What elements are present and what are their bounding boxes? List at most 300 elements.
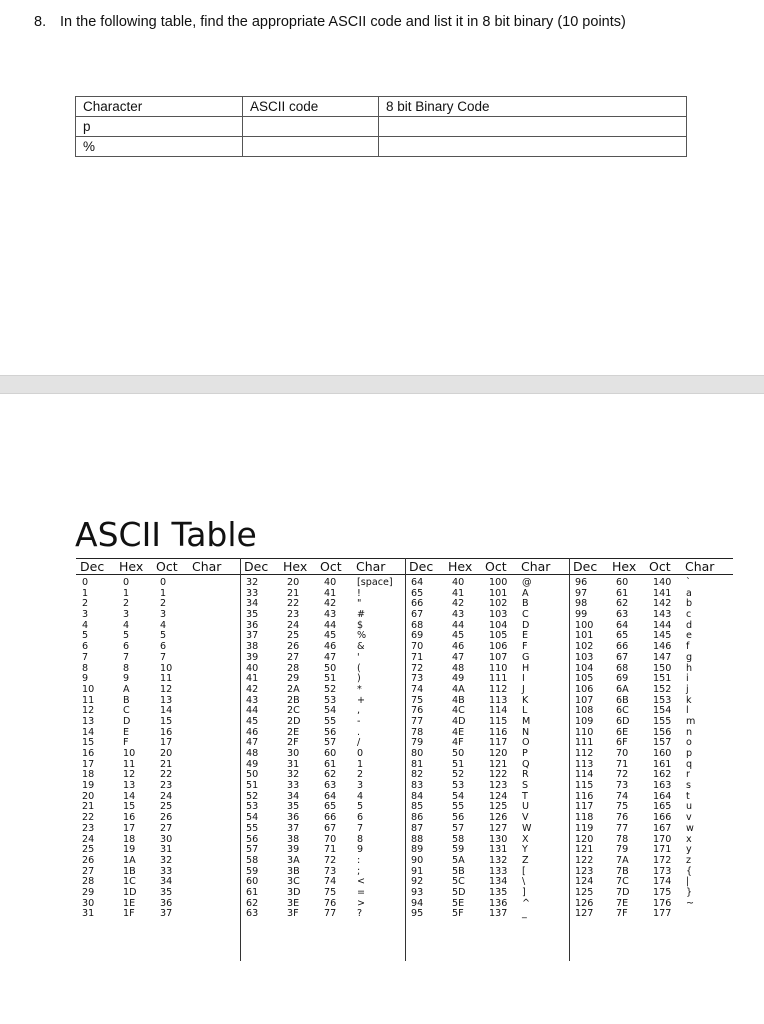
oct-column — [489, 578, 507, 920]
ascii-cell: 107 — [489, 651, 508, 663]
ascii-cell: 29 — [82, 886, 95, 898]
ascii-cell: 43 — [452, 609, 465, 621]
ascii-cell: 23 — [287, 609, 300, 621]
ascii-cell: 53 — [246, 801, 259, 813]
ascii-cell: 122 — [489, 769, 508, 781]
ascii-cell: 69 — [411, 630, 424, 642]
ascii-cell: 131 — [489, 844, 508, 856]
ascii-cell: 23 — [82, 822, 95, 834]
ascii-cell: 6 — [123, 641, 130, 653]
ascii-cell: 47 — [324, 651, 337, 663]
ascii-cell: 132 — [489, 854, 508, 866]
ascii-cell: 1D — [123, 886, 137, 898]
ascii-cell: 76 — [324, 897, 337, 909]
ascii-cell: 31 — [160, 844, 173, 856]
ascii-cell: 13 — [123, 780, 136, 792]
ascii-cell: 61 — [324, 758, 337, 770]
ascii-cell: 45 — [452, 630, 465, 642]
ascii-cell: & — [357, 641, 365, 653]
ascii-cell: 102 — [489, 598, 508, 610]
ascii-cell: J — [522, 683, 525, 695]
row-ascii-code-cell[interactable] — [243, 117, 379, 137]
ascii-cell: 6A — [616, 683, 629, 695]
ascii-cell: 4D — [452, 715, 466, 727]
ascii-cell: 38 — [287, 833, 300, 845]
ascii-cell: 2A — [287, 683, 300, 695]
ascii-cell: 30 — [287, 748, 300, 759]
ascii-cell: \ — [522, 876, 526, 888]
ascii-cell: 8 — [357, 833, 364, 845]
ascii-cell: k — [686, 694, 692, 706]
ascii-cell: h — [686, 662, 693, 674]
ascii-cell: 19 — [82, 780, 95, 792]
ascii-cell: 2F — [287, 737, 299, 749]
ascii-cell: 61 — [246, 886, 259, 898]
ascii-cell: C — [522, 609, 529, 621]
ascii-cell: 66 — [411, 598, 424, 610]
ascii-cell: 143 — [653, 609, 672, 621]
ascii-cell: 5C — [452, 876, 465, 888]
ascii-column-header: Oct — [320, 559, 342, 574]
ascii-cell: L — [522, 705, 528, 717]
answer-table — [75, 96, 687, 157]
oct-column — [653, 578, 671, 920]
ascii-column-header: Hex — [448, 559, 473, 574]
ascii-cell: _ — [522, 908, 527, 920]
ascii-cell: 3 — [123, 609, 130, 621]
ascii-cell: 6D — [616, 715, 630, 727]
ascii-cell: 83 — [411, 780, 424, 792]
ascii-cell: A — [522, 587, 529, 599]
ascii-cell: 1 — [160, 587, 167, 599]
ascii-cell: 70 — [411, 641, 424, 653]
row-binary-code-cell[interactable] — [379, 137, 687, 157]
ascii-cell: 34 — [160, 876, 173, 888]
ascii-cell: 144 — [653, 619, 672, 631]
oct-column — [324, 578, 336, 920]
ascii-cell: C — [123, 705, 130, 717]
ascii-cell: 84 — [411, 790, 424, 802]
ascii-cell: 40 — [324, 577, 337, 588]
ascii-cell: 3A — [287, 854, 300, 866]
ascii-cell: 52 — [452, 769, 465, 781]
ascii-cell: 100 — [575, 619, 594, 631]
ascii-cell: w — [686, 822, 694, 834]
ascii-cell: 33 — [160, 865, 173, 877]
ascii-cell: > — [357, 897, 366, 909]
ascii-cell: } — [686, 886, 693, 898]
ascii-cell: a — [686, 587, 692, 599]
ascii-cell: 66 — [324, 812, 337, 824]
ascii-cell: 36 — [246, 619, 259, 631]
ascii-cell: 50 — [246, 769, 259, 781]
ascii-cell: 112 — [489, 683, 508, 695]
ascii-cell: B — [522, 598, 529, 610]
ascii-column-header: Hex — [283, 559, 308, 574]
ascii-cell: 75 — [411, 694, 424, 706]
ascii-cell: 98 — [575, 598, 588, 610]
ascii-cell: | — [686, 876, 690, 888]
ascii-cell: 140 — [653, 577, 672, 588]
ascii-cell: 127 — [489, 822, 508, 834]
ascii-cell: 71 — [324, 844, 337, 856]
ascii-cell: 31 — [287, 758, 300, 770]
ascii-cell: 164 — [653, 790, 672, 802]
ascii-cell: W — [522, 822, 532, 834]
ascii-cell: 40 — [246, 662, 259, 674]
ascii-cell: X — [522, 833, 529, 845]
ascii-cell: 1 — [357, 758, 364, 770]
ascii-cell: 64 — [411, 577, 424, 588]
ascii-cell: 13 — [82, 715, 95, 727]
ascii-cell: 35 — [287, 801, 300, 813]
ascii-cell: F — [522, 641, 528, 653]
ascii-cell: 60 — [616, 577, 629, 588]
ascii-cell: 136 — [489, 897, 508, 909]
ascii-cell: 22 — [160, 769, 173, 781]
ascii-cell: 41 — [246, 673, 259, 685]
row-ascii-code-cell[interactable] — [243, 137, 379, 157]
ascii-cell: 37 — [160, 908, 173, 920]
ascii-column-header: Oct — [485, 559, 507, 574]
ascii-cell: I — [522, 673, 525, 685]
ascii-cell: 53 — [452, 780, 465, 792]
ascii-cell: < — [357, 876, 366, 888]
ascii-cell: 22 — [82, 812, 95, 824]
ascii-cell: 2B — [287, 694, 300, 706]
ascii-column-header: Dec — [244, 559, 269, 574]
ascii-cell: ] — [522, 886, 526, 898]
ascii-cell: 105 — [575, 673, 594, 685]
char-column — [522, 578, 532, 920]
ascii-cell: 151 — [653, 673, 672, 685]
ascii-cell: 120 — [489, 748, 508, 759]
ascii-cell: 122 — [575, 854, 594, 866]
ascii-cell: g — [686, 651, 693, 663]
ascii-cell: 11 — [160, 673, 173, 685]
answer-table-row — [76, 137, 687, 157]
ascii-cell: 66 — [616, 641, 629, 653]
ascii-cell: 1F — [123, 908, 135, 920]
ascii-cell: 76 — [616, 812, 629, 824]
ascii-cell: 12 — [123, 769, 136, 781]
ascii-cell: 24 — [82, 833, 95, 845]
ascii-cell: 0 — [123, 577, 130, 588]
ascii-column-header: Oct — [649, 559, 671, 574]
ascii-cell: 46 — [246, 726, 259, 738]
ascii-cell: 32 — [246, 577, 259, 588]
ascii-cell: 145 — [653, 630, 672, 642]
ascii-cell: 27 — [287, 651, 300, 663]
ascii-cell: 51 — [246, 780, 259, 792]
ascii-cell: 60 — [324, 748, 337, 759]
ascii-cell: 3E — [287, 897, 300, 909]
ascii-cell: T — [522, 790, 528, 802]
ascii-cell: 137 — [489, 908, 508, 920]
ascii-cell: 157 — [653, 737, 672, 749]
ascii-cell: 94 — [411, 897, 424, 909]
ascii-cell: ( — [357, 662, 361, 674]
header-binary-code: 8 bit Binary Code — [379, 97, 687, 117]
ascii-cell: 116 — [575, 790, 594, 802]
ascii-cell: 44 — [452, 619, 465, 631]
ascii-cell: 104 — [575, 662, 594, 674]
ascii-cell: 80 — [411, 748, 424, 759]
ascii-cell: 43 — [246, 694, 259, 706]
ascii-column-header: Hex — [612, 559, 637, 574]
ascii-cell: 41 — [324, 587, 337, 599]
ascii-cell: 3B — [287, 865, 300, 877]
ascii-cell: 9 — [357, 844, 364, 856]
ascii-cell: 50 — [452, 748, 465, 759]
ascii-cell: 133 — [489, 865, 508, 877]
ascii-cell: 2 — [160, 598, 167, 610]
ascii-cell: 35 — [160, 886, 173, 898]
ascii-cell: 165 — [653, 801, 672, 813]
ascii-cell: 81 — [411, 758, 424, 770]
ascii-cell: 57 — [246, 844, 259, 856]
ascii-cell: 7E — [616, 897, 629, 909]
ascii-cell: 56 — [246, 833, 259, 845]
ascii-cell: 57 — [324, 737, 337, 749]
ascii-cell: 36 — [287, 812, 300, 824]
ascii-cell: 5 — [160, 630, 167, 642]
ascii-cell: $ — [357, 619, 364, 631]
ascii-cell: 59 — [246, 865, 259, 877]
ascii-cell: 9 — [123, 673, 130, 685]
ascii-cell: 6C — [616, 705, 629, 717]
ascii-cell: 49 — [246, 758, 259, 770]
ascii-cell: 6 — [357, 812, 364, 824]
ascii-cell: 125 — [575, 886, 594, 898]
ascii-cell: 65 — [411, 587, 424, 599]
ascii-cell: 118 — [575, 812, 594, 824]
ascii-cell: 90 — [411, 854, 424, 866]
ascii-cell: 65 — [616, 630, 629, 642]
ascii-cell: 7B — [616, 865, 629, 877]
ascii-cell: 70 — [324, 833, 337, 845]
ascii-cell: 64 — [616, 619, 629, 631]
ascii-cell — [686, 909, 695, 920]
ascii-cell: 68 — [411, 619, 424, 631]
ascii-cell: 153 — [653, 694, 672, 706]
dec-column — [246, 578, 258, 920]
ascii-cell: 72 — [411, 662, 424, 674]
ascii-cell: 12 — [160, 683, 173, 695]
ascii-cell: 134 — [489, 876, 508, 888]
ascii-cell: 17 — [160, 737, 173, 749]
ascii-cell: 46 — [324, 641, 337, 653]
ascii-cell: [ — [522, 865, 526, 877]
ascii-cell: 15 — [82, 737, 95, 749]
hex-column — [616, 578, 630, 920]
ascii-cell: 62 — [246, 897, 259, 909]
ascii-column-header: Char — [192, 559, 222, 574]
ascii-cell: n — [686, 726, 693, 738]
ascii-cell: d — [686, 619, 693, 631]
ascii-cell: 1 — [123, 587, 130, 599]
ascii-cell: 10 — [160, 662, 173, 674]
ascii-cell: 68 — [616, 662, 629, 674]
ascii-cell: 26 — [160, 812, 173, 824]
ascii-cell: 0 — [82, 577, 89, 588]
ascii-cell: 52 — [246, 790, 259, 802]
ascii-cell: 154 — [653, 705, 672, 717]
ascii-cell: 173 — [653, 865, 672, 877]
ascii-cell: 6E — [616, 726, 629, 738]
ascii-cell: / — [357, 737, 361, 749]
ascii-cell: 63 — [246, 908, 259, 920]
ascii-cell: 95 — [411, 908, 424, 920]
question-number: 8. — [34, 14, 47, 30]
ascii-cell: 121 — [489, 758, 508, 770]
ascii-cell: 30 — [160, 833, 173, 845]
row-binary-code-cell[interactable] — [379, 117, 687, 137]
ascii-cell: 16 — [123, 812, 136, 824]
ascii-cell: 77 — [616, 822, 629, 834]
ascii-cell: 42 — [324, 598, 337, 610]
ascii-cell: 3D — [287, 886, 301, 898]
ascii-cell: 147 — [653, 651, 672, 663]
ascii-cell: 30 — [82, 897, 95, 909]
ascii-cell: 170 — [653, 833, 672, 845]
ascii-cell: 2 — [123, 598, 130, 610]
ascii-cell: 37 — [287, 822, 300, 834]
ascii-cell: 54 — [452, 790, 465, 802]
ascii-cell: 46 — [452, 641, 465, 653]
ascii-cell: 7 — [357, 822, 364, 834]
ascii-cell: 5 — [123, 630, 130, 642]
ascii-cell: 42 — [452, 598, 465, 610]
ascii-cell: 58 — [452, 833, 465, 845]
ascii-cell: 18 — [123, 833, 136, 845]
ascii-cell: 67 — [411, 609, 424, 621]
ascii-cell: 7C — [616, 876, 629, 888]
ascii-cell: 3C — [287, 876, 300, 888]
ascii-cell: 45 — [246, 715, 259, 727]
ascii-cell: 7A — [616, 854, 629, 866]
ascii-cell: 113 — [575, 758, 594, 770]
ascii-cell: 78 — [411, 726, 424, 738]
ascii-cell: , — [357, 705, 361, 717]
ascii-cell: : — [357, 854, 361, 866]
question-text: In the following table, find the appropriate ASCII code and list it in 8 bit binary (10 points) — [60, 14, 626, 30]
ascii-cell: 125 — [489, 801, 508, 813]
ascii-cell: 79 — [411, 737, 424, 749]
ascii-cell: ; — [357, 865, 361, 877]
ascii-cell: 75 — [324, 886, 337, 898]
ascii-column-header: Dec — [80, 559, 105, 574]
ascii-cell: 0 — [160, 577, 167, 588]
ascii-cell: e — [686, 630, 692, 642]
answer-table-row — [76, 117, 687, 137]
ascii-cell: 44 — [324, 619, 337, 631]
ascii-cell: 26 — [82, 854, 95, 866]
ascii-cell: 16 — [160, 726, 173, 738]
ascii-cell: S — [522, 780, 529, 792]
ascii-cell: 33 — [287, 780, 300, 792]
ascii-cell: s — [686, 780, 691, 792]
ascii-cell: 35 — [246, 609, 259, 621]
ascii-cell: 56 — [452, 812, 465, 824]
ascii-cell: 4 — [123, 619, 130, 631]
ascii-cell: 5D — [452, 886, 466, 898]
ascii-cell: F — [123, 737, 129, 749]
ascii-cell: 73 — [411, 673, 424, 685]
ascii-cell: 6 — [160, 641, 167, 653]
ascii-cell: x — [686, 833, 692, 845]
ascii-cell: 171 — [653, 844, 672, 856]
ascii-cell: 5B — [452, 865, 465, 877]
ascii-cell: 176 — [653, 897, 672, 909]
ascii-cell: 7F — [616, 908, 628, 920]
ascii-cell: 57 — [452, 822, 465, 834]
ascii-cell: 91 — [411, 865, 424, 877]
ascii-cell: 4 — [82, 619, 89, 631]
ascii-cell: 12 — [82, 705, 95, 717]
ascii-cell: 69 — [616, 673, 629, 685]
ascii-cell: 40 — [452, 577, 465, 588]
ascii-cell: 73 — [616, 780, 629, 792]
ascii-cell: 23 — [160, 780, 173, 792]
ascii-cell: 1C — [123, 876, 136, 888]
ascii-cell: 10 — [82, 683, 95, 695]
ascii-cell: 89 — [411, 844, 424, 856]
ascii-cell: 16 — [82, 748, 95, 759]
ascii-cell: 47 — [452, 651, 465, 663]
ascii-cell: 74 — [616, 790, 629, 802]
ascii-cell: 92 — [411, 876, 424, 888]
ascii-cell: 7 — [160, 651, 167, 663]
ascii-cell: 62 — [324, 769, 337, 781]
ascii-cell: 115 — [575, 780, 594, 792]
ascii-column-header: Char — [685, 559, 715, 574]
ascii-cell: 34 — [246, 598, 259, 610]
ascii-cell: 115 — [489, 715, 508, 727]
ascii-cell: E — [123, 726, 130, 738]
ascii-cell: 107 — [575, 694, 594, 706]
ascii-cell: 51 — [324, 673, 337, 685]
ascii-cell: 59 — [452, 844, 465, 856]
ascii-cell: 3 — [160, 609, 167, 621]
ascii-cell: 51 — [452, 758, 465, 770]
ascii-cell: 101 — [575, 630, 594, 642]
ascii-cell: 11 — [123, 758, 136, 770]
ascii-cell: R — [522, 769, 529, 781]
ascii-cell: - — [357, 715, 361, 727]
ascii-cell: 14 — [82, 726, 95, 738]
ascii-cell: 162 — [653, 769, 672, 781]
ascii-column-header: Oct — [156, 559, 178, 574]
ascii-cell: * — [357, 683, 362, 695]
ascii-cell: 17 — [123, 822, 136, 834]
ascii-cell: @ — [522, 577, 532, 588]
ascii-cell: 1A — [123, 854, 136, 866]
ascii-cell: 5 — [357, 801, 364, 813]
ascii-cell: N — [522, 726, 530, 738]
ascii-cell: 31 — [82, 908, 95, 920]
ascii-cell: 1E — [123, 897, 136, 909]
ascii-column-header: Dec — [409, 559, 434, 574]
ascii-cell: 97 — [575, 587, 588, 599]
ascii-group-divider — [569, 558, 570, 961]
ascii-cell: 14 — [160, 705, 173, 717]
ascii-cell: 73 — [324, 865, 337, 877]
ascii-cell: Q — [522, 758, 530, 770]
ascii-cell: 76 — [411, 705, 424, 717]
ascii-cell: 114 — [489, 705, 508, 717]
ascii-cell: 53 — [324, 694, 337, 706]
